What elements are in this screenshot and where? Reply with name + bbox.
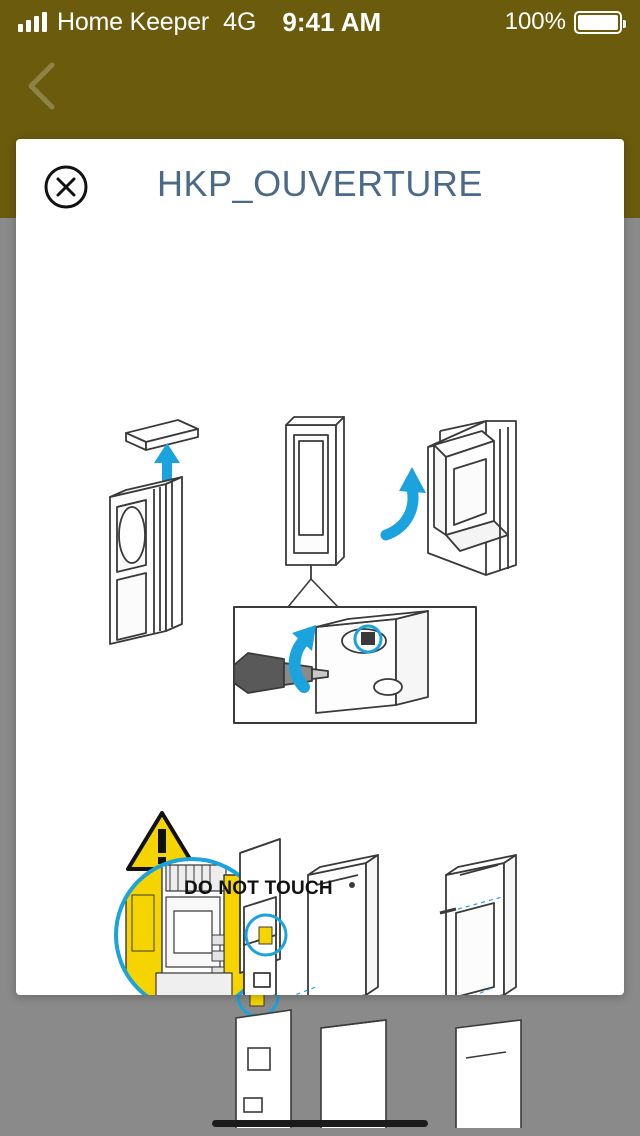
- modal-body: [16, 235, 624, 995]
- carrier-label: Home Keeper: [57, 7, 210, 36]
- modal-header: [16, 139, 624, 235]
- battery-percent-label: 100%: [504, 8, 566, 35]
- step-unscrew-detail: [234, 607, 476, 723]
- back-button[interactable]: [14, 58, 70, 114]
- step-cover-open: [428, 421, 516, 575]
- network-type-label: 4G: [223, 7, 257, 36]
- nav-bar: [0, 44, 640, 126]
- status-bar-left: [18, 7, 381, 38]
- modal-dialog: [16, 139, 624, 995]
- step-remove-cap: [110, 420, 198, 644]
- status-bar: [0, 0, 640, 44]
- chevron-left-icon: [25, 60, 59, 112]
- step-open-front: [286, 417, 344, 579]
- status-bar-clock: 9:41 AM: [282, 6, 382, 37]
- modal-title: HKP_OUVERTURE: [157, 163, 483, 204]
- step-remove-screws: [240, 839, 516, 995]
- do-not-touch-label: DO NOT TOUCH: [184, 878, 333, 899]
- battery-full-icon: [574, 11, 622, 34]
- rotate-arrow-icon: [386, 467, 426, 535]
- signal-bars-icon: [18, 12, 47, 32]
- home-indicator: [212, 1120, 428, 1127]
- status-bar-right: [505, 8, 622, 36]
